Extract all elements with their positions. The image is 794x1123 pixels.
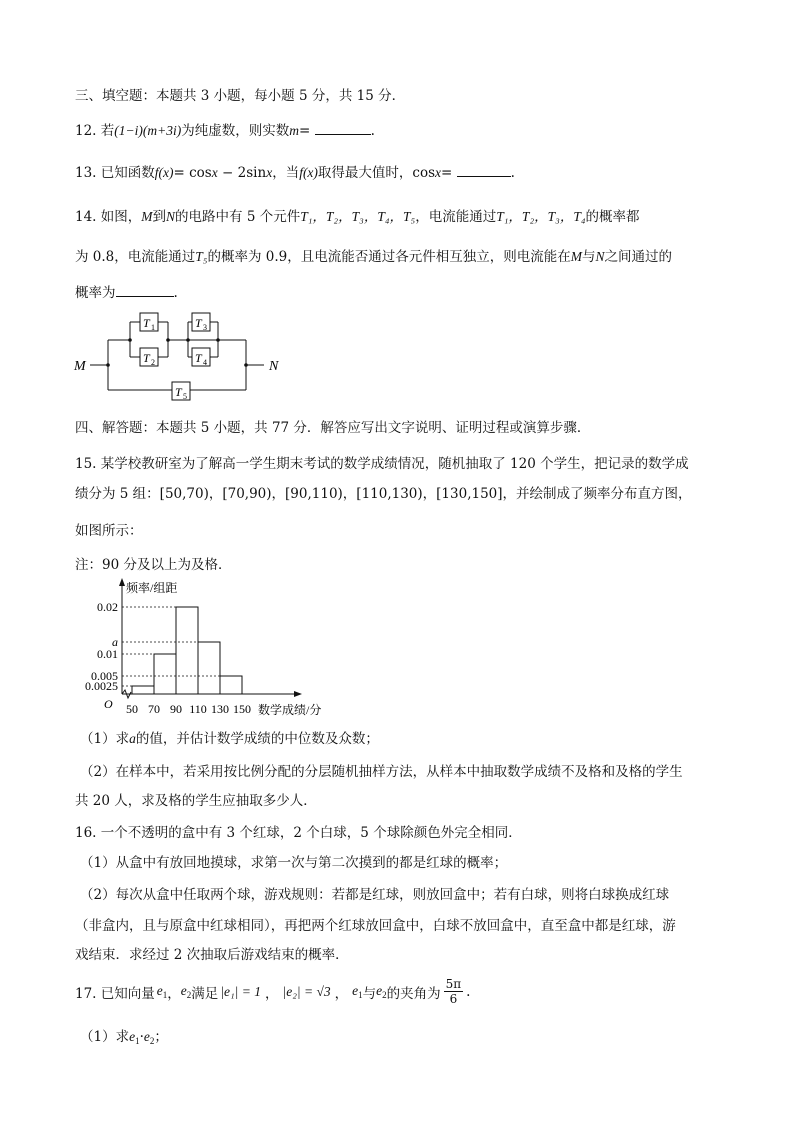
y-axis-label: 频率/组距: [126, 581, 178, 595]
frequency-histogram: [70, 574, 350, 724]
q16-line1: 16. 一个不透明的盒中有 3 个红球，2 个白球，5 个球除颜色外完全相同．: [75, 825, 522, 841]
circuit-label-M: M: [74, 359, 86, 374]
q17-part1-e1: $e_1$: [129, 1029, 140, 1046]
x-tick-label: 70: [148, 702, 160, 716]
y-tick-label: a: [112, 635, 118, 649]
section3-header: 三、填空题：本题共 3 小题，每小题 5 分，共 15 分．: [75, 88, 406, 104]
q12-number: 12.: [75, 123, 97, 139]
circuit-sub-T2: 2: [151, 358, 155, 367]
q17-part1-e2: $e_2$: [143, 1029, 155, 1046]
q17-part1-text: （1）求: [80, 1029, 130, 1045]
y-axis-arrow: [119, 578, 125, 586]
q17-comma: ，: [167, 985, 181, 1002]
y-tick-label: 0.02: [97, 600, 118, 614]
q15-part1-var: a: [129, 731, 136, 746]
q16-part1: （1）从盒中有放回地摸球，求第一次与第二次摸到的都是红球的概率；: [80, 855, 508, 871]
q17-line1: [75, 977, 470, 1006]
q15-note: 注：90 分及以上为及格．: [75, 557, 232, 573]
x-tick-label: 150: [233, 702, 251, 716]
circuit-sub-T4: 4: [203, 358, 207, 367]
q17-text: 17. 已知向量: [75, 985, 155, 1002]
q13-text-mid: ，当: [272, 165, 300, 181]
x-tick-label: 110: [189, 702, 207, 716]
q14-elements-list: T₁，T₂，T₃，T₄，T₅: [300, 209, 416, 224]
histogram-bar: [220, 676, 242, 694]
q14-text-b: 到: [152, 209, 167, 225]
question-14-line1: [75, 205, 640, 225]
histogram-bar: [198, 642, 220, 694]
q16-part2-line2: （非盒内，且与原盒中红球相同），再把两个红球放回盒中，白球不放回盒中，直至盒中都是红球，游: [75, 918, 676, 934]
q17-abs1: |e₁| = 1: [220, 983, 261, 999]
histogram-bar: [176, 607, 198, 694]
y-tick-label: 0.0025: [85, 679, 118, 693]
x-tick-label: 130: [211, 702, 229, 716]
q17-angle-text: 的夹角为: [386, 985, 441, 1002]
q12-answer-blank[interactable]: [315, 120, 371, 135]
q17-e2: $e_2$: [180, 983, 192, 1000]
q14-l2-text-d: 之间通过的: [604, 249, 672, 265]
q13-function: f(x): [154, 165, 174, 180]
q14-M: M: [141, 209, 153, 224]
histogram-bar: [154, 654, 176, 694]
x-tick-label: 50: [126, 702, 138, 716]
q15-line3: 如图所示：: [75, 523, 143, 539]
q13-text: 已知函数: [100, 165, 155, 181]
q17-abs2: |e₂| = √3: [282, 983, 331, 999]
question-14-line2: [75, 245, 672, 265]
circuit-label-T5: T: [175, 385, 182, 399]
q17-part1: （1）求$e_1\cdot e_2$；: [80, 1029, 168, 1046]
circuit-label-T2: T: [143, 351, 150, 365]
q13-eq-part1: = cos: [173, 165, 212, 181]
y-tick-label: 0.01: [97, 647, 118, 661]
q14-number: 14.: [75, 209, 97, 225]
q14-T5: T₅: [195, 249, 208, 264]
q13-eq-part2: − 2sin: [217, 165, 267, 181]
q13-function2: f(x): [299, 165, 318, 180]
q14-text: 如图，: [100, 209, 142, 225]
q14-elements-list2: T₁，T₂，T₃，T₄: [496, 209, 586, 224]
q14-l2-text-c: 与: [581, 249, 596, 265]
q15-part1: [80, 727, 379, 747]
q12-text: 若: [100, 123, 115, 139]
circuit-label-T3: T: [195, 316, 202, 330]
q14-text-c: 的电路中有 5 个元件: [175, 209, 301, 225]
histogram-bar: [132, 686, 154, 694]
q14-text-e: 的概率都: [585, 209, 640, 225]
q13-answer-blank[interactable]: [457, 162, 511, 177]
circuit-sub-T5: 5: [183, 392, 187, 401]
q13-x2: x: [266, 165, 273, 180]
q14-l2-text-b: 的概率为 0.9，且电流能否通过各元件相互独立，则电流能在: [207, 249, 571, 265]
q17-part1-end: ；: [154, 1029, 168, 1045]
q14-answer-blank[interactable]: [116, 282, 174, 297]
section4-header: 四、解答题：本题共 5 小题，共 77 分．解答应写出文字说明、证明过程或演算步骤．: [75, 420, 591, 436]
q16-part2-line3: 戏结束．求经过 2 次抽取后游戏结束的概率．: [75, 947, 349, 963]
q14-l2-text-a: 为 0.8，电流能通过: [75, 249, 196, 265]
circuit-label-T1: T: [143, 316, 150, 330]
question-12: [75, 119, 375, 139]
q17-frac-num: 5π: [445, 977, 462, 991]
q13-x3: x: [435, 165, 442, 180]
q12-expression: (1−i)(m+3i): [114, 123, 182, 138]
q17-comma2: ，: [264, 985, 279, 1002]
q17-cond-text: 满足: [191, 985, 219, 1002]
q14-period: .: [173, 285, 178, 301]
q13-period: .: [510, 165, 515, 181]
q17-frac-den: 6: [449, 992, 458, 1006]
q15-groups: [50,70)，[70,90)，[90,110)，[110,130)，[130,150]: [159, 486, 503, 502]
x-axis-label: 数学成绩/分: [258, 703, 322, 717]
q16-part2-line1: （2）每次从盒中任取两个球，游戏规则：若都是红球，则放回盒中；若有白球，则将白球换成红球: [80, 887, 670, 903]
q17-e2b: $e_2$: [376, 983, 387, 1000]
question-13: [75, 161, 515, 181]
y-tick-label: 0.005: [91, 669, 118, 683]
q17-period: .: [466, 983, 471, 1000]
q15-part1-text: （1）求: [80, 731, 130, 747]
q15-line2: [75, 482, 692, 502]
circuit-sub-T3: 3: [203, 323, 207, 332]
q15-line1: 15. 某学校教研室为了解高一学生期末考试的数学成绩情况，随机抽取了 120 个学生，把记录的数学成: [75, 456, 689, 472]
q15-l2-text-b: ，并绘制成了频率分布直方图，: [502, 486, 692, 502]
circuit-sub-T1: 1: [151, 323, 155, 332]
circuit-label-T4: T: [195, 351, 202, 365]
question-14-line3: [75, 281, 178, 301]
q17-mid: 与: [362, 985, 377, 1002]
q12-variable: m: [289, 123, 299, 138]
q17-e1b: $e_1$: [352, 983, 363, 1000]
x-tick-label: 90: [170, 702, 182, 716]
q15-part2-line2: 共 20 人，求及格的学生应抽取多少人．: [75, 793, 317, 809]
q14-l3-text: 概率为: [75, 285, 116, 301]
circuit-diagram: [70, 305, 290, 405]
q15-part1-text-b: 的值，并估计数学成绩的中位数及众数；: [135, 731, 379, 747]
q15-part2-line1: （2）在样本中，若采用按比例分配的分层随机抽样方法，从样本中抽取数学成绩不及格和及格的学生: [80, 764, 683, 780]
q14-N: N: [166, 209, 176, 224]
q17-comma3: ，: [334, 985, 349, 1002]
q14-text-d: ，电流能通过: [415, 209, 497, 225]
q12-period: .: [370, 123, 375, 139]
q13-number: 13.: [75, 165, 97, 181]
q12-equals: =: [298, 123, 311, 139]
q12-text-mid: 为纯虚数，则实数: [181, 123, 290, 139]
q13-x1: x: [211, 165, 218, 180]
q17-e1: $e_1$: [156, 983, 168, 1000]
q15-l2-text: 绩分为 5 组：: [75, 486, 160, 502]
q14-l2-M: M: [570, 249, 582, 264]
q13-equals: =: [441, 165, 453, 181]
q13-cos: cos: [412, 165, 436, 181]
q14-l2-N: N: [595, 249, 605, 264]
origin-label: O: [104, 697, 113, 711]
q17-angle-fraction: [444, 977, 464, 1006]
x-axis-arrow: [294, 691, 302, 697]
q13-text-mid2: 取得最大值时，: [317, 165, 413, 181]
circuit-label-N: N: [269, 359, 279, 374]
